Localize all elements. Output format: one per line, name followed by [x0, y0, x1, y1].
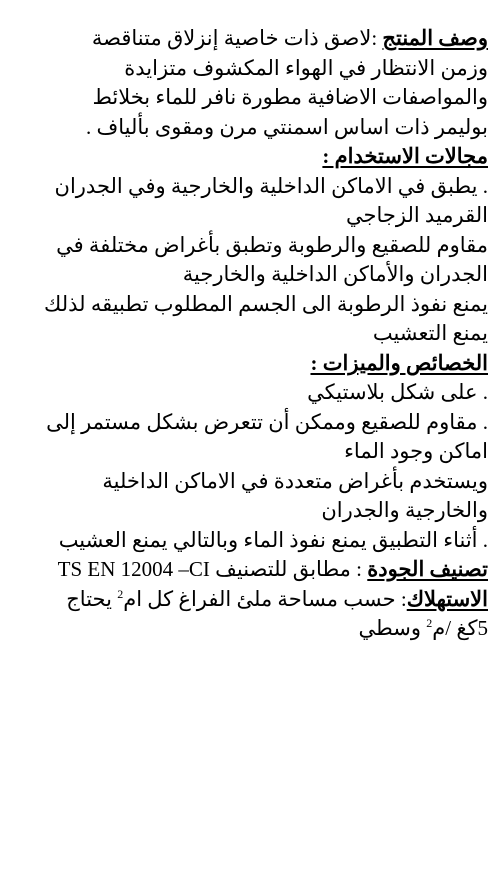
consumption-label: الاستهلاك — [406, 586, 488, 611]
consumption-section — [12, 585, 488, 644]
features-line-5: والخارجية والجدران — [321, 498, 488, 522]
consumption-superscript-1: 2 — [117, 586, 124, 601]
consumption-line-2 — [12, 614, 488, 644]
description-line-2: وزمن الانتظار في الهواء المكشوف متزايدة — [124, 55, 488, 80]
features-section — [12, 349, 488, 556]
usage-line-3: مقاوم للصقيع والرطوبة وتطبق بأغراض مختلفة في — [56, 232, 488, 257]
usage-heading: مجالات الاستخدام : — [322, 144, 488, 168]
features-heading: الخصائص والميزات : — [310, 350, 488, 375]
description-label: وصف المنتج — [382, 26, 488, 50]
consumption-superscript-2: 2 — [426, 616, 433, 630]
features-line-4: ويستخدم بأغراض متعددة في الاماكن الداخلية — [102, 468, 488, 493]
quality-section — [12, 555, 488, 585]
consumption-line2-before: 5كغ /م — [432, 616, 488, 640]
description-line-1: :لاصق ذات خاصية إنزلاق متناقصة — [91, 26, 378, 50]
description-section — [12, 24, 488, 142]
usage-line-6: يمنع التعشيب — [372, 321, 488, 345]
description-line-4: بوليمر ذات اساس اسمنتي مرن ومقوى بألياف . — [85, 114, 488, 139]
features-line-3: اماكن وجود الماء — [344, 439, 488, 463]
usage-line-4: الجدران والأماكن الداخلية والخارجية — [182, 262, 488, 286]
usage-line-5: يمنع نفوذ الرطوبة الى الجسم المطلوب تطبيقه لذلك — [44, 291, 488, 316]
usage-line-2: القرميد الزجاجي — [346, 203, 488, 227]
product-datasheet — [12, 24, 488, 644]
quality-label: تصنيف الجودة — [367, 557, 488, 581]
usage-line-1: . يطبق في الاماكن الداخلية والخارجية وفي الجدران — [54, 173, 488, 198]
consumption-text-before: : حسب مساحة ملئ الفراغ كل ام — [123, 586, 407, 611]
consumption-text-after: يحتاج — [66, 586, 118, 611]
description-line-3: والمواصفات الاضافية مطورة نافر للماء بخلائط — [92, 85, 488, 109]
features-line-1: . على شكل بلاستيكي — [307, 380, 488, 404]
usage-section — [12, 142, 488, 349]
quality-standard: TS EN 12004 –CI — [57, 557, 210, 581]
quality-line — [12, 555, 488, 585]
description-first-line — [12, 24, 488, 54]
consumption-line2-after: وسطي — [358, 616, 427, 640]
features-line-6: . أثناء التطبيق يمنع نفوذ الماء وبالتالي يمنع العشيب — [58, 527, 488, 552]
features-line-2: . مقاوم للصقيع وممكن أن تتعرض بشكل مستمر إلى — [46, 409, 488, 434]
quality-text: : مطابق للتصنيف — [215, 557, 363, 581]
consumption-line-1 — [12, 585, 488, 615]
